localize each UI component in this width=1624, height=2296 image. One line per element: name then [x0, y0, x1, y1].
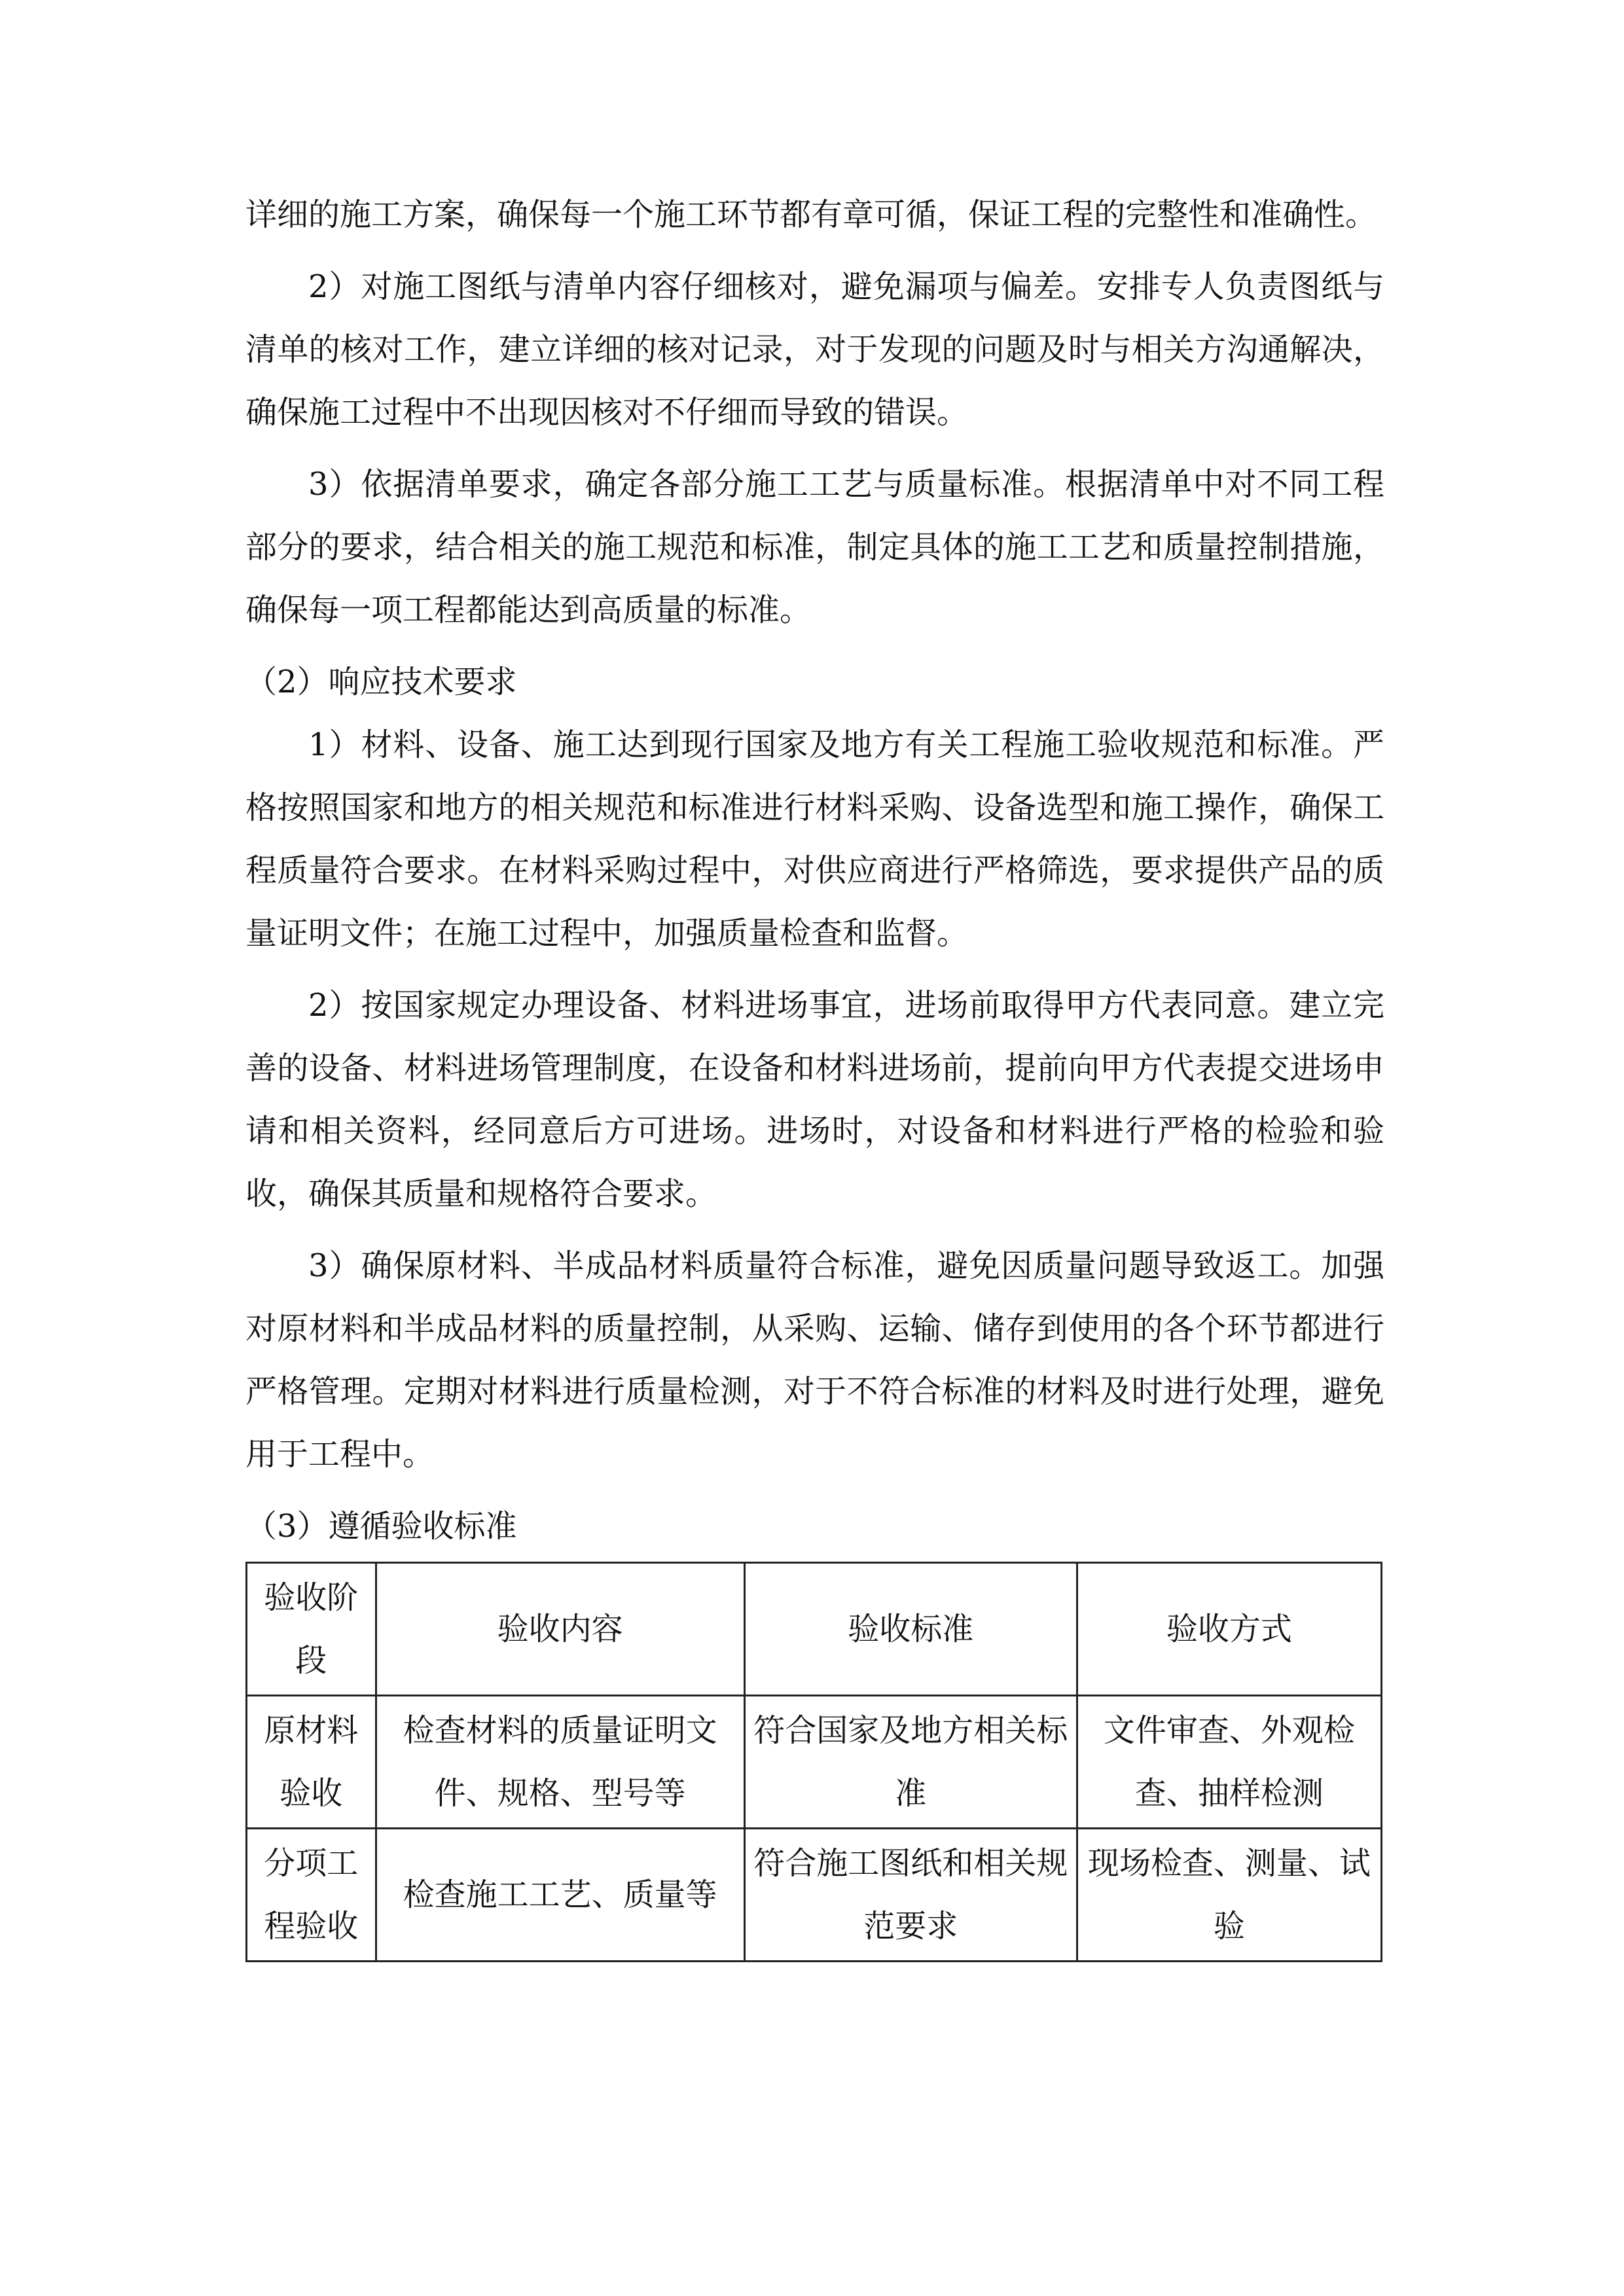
paragraph-item-3: 3）依据清单要求，确定各部分施工工艺与质量标准。根据清单中对不同工程部分的要求，结合相关的施工规范和标准，制定具体的施工工艺和质量控制措施，确保每一项工程都能达到高质量的标准。 [245, 466, 1384, 628]
table-header-cell: 验收内容 [376, 1563, 744, 1696]
table-cell: 检查材料的质量证明文件、规格、型号等 [376, 1696, 744, 1829]
table-row [247, 1696, 1382, 1829]
table-header-cell: 验收标准 [744, 1563, 1077, 1696]
paragraph-intro-continuation: 详细的施工方案，确保每一个施工环节都有章可循，保证工程的完整性和准确性。 [245, 196, 1377, 233]
table-cell: 现场检查、测量、试验 [1077, 1829, 1381, 1962]
section-heading-technical-requirements: （2）响应技术要求 [245, 664, 517, 700]
table-cell: 原材料验收 [247, 1696, 376, 1829]
paragraph-tech-2: 2）按国家规定办理设备、材料进场事宜，进场前取得甲方代表同意。建立完善的设备、材料进场管理制度，在设备和材料进场前，提前向甲方代表提交进场申请和相关资料，经同意后方可进场。进场时，对设备和材料进行严格的检验和验收，确保其质量和规格符合要求。 [245, 987, 1384, 1212]
paragraph-item-2: 2）对施工图纸与清单内容仔细核对，避免漏项与偏差。安排专人负责图纸与清单的核对工作，建立详细的核对记录，对于发现的问题及时与相关方沟通解决，确保施工过程中不出现因核对不仔细而导致的错误。 [245, 268, 1384, 431]
table-cell: 分项工程验收 [247, 1829, 376, 1962]
table-header-cell: 验收方式 [1077, 1563, 1381, 1696]
table-cell: 检查施工工艺、质量等 [376, 1829, 744, 1962]
table-cell: 文件审查、外观检查、抽样检测 [1077, 1696, 1381, 1829]
table-header-cell: 验收阶段 [247, 1563, 376, 1696]
document-page [245, 183, 1384, 1962]
section-heading-acceptance-standards: （3）遵循验收标准 [245, 1508, 517, 1545]
table-row [247, 1829, 1382, 1962]
paragraph-tech-3: 3）确保原材料、半成品材料质量符合标准，避免因质量问题导致返工。加强对原材料和半成品材料的质量控制，从采购、运输、储存到使用的各个环节都进行严格管理。定期对材料进行质量检测，对于不符合标准的材料及时进行处理，避免用于工程中。 [245, 1247, 1384, 1473]
acceptance-table [245, 1562, 1382, 1962]
table-cell: 符合施工图纸和相关规范要求 [744, 1829, 1077, 1962]
paragraph-tech-1: 1）材料、设备、施工达到现行国家及地方有关工程施工验收规范和标准。严格按照国家和地方的相关规范和标准进行材料采购、设备选型和施工操作，确保工程质量符合要求。在材料采购过程中，对供应商进行严格筛选，要求提供产品的质量证明文件；在施工过程中，加强质量检查和监督。 [245, 726, 1384, 952]
table-cell: 符合国家及地方相关标准 [744, 1696, 1077, 1829]
table-header-row [247, 1563, 1382, 1696]
